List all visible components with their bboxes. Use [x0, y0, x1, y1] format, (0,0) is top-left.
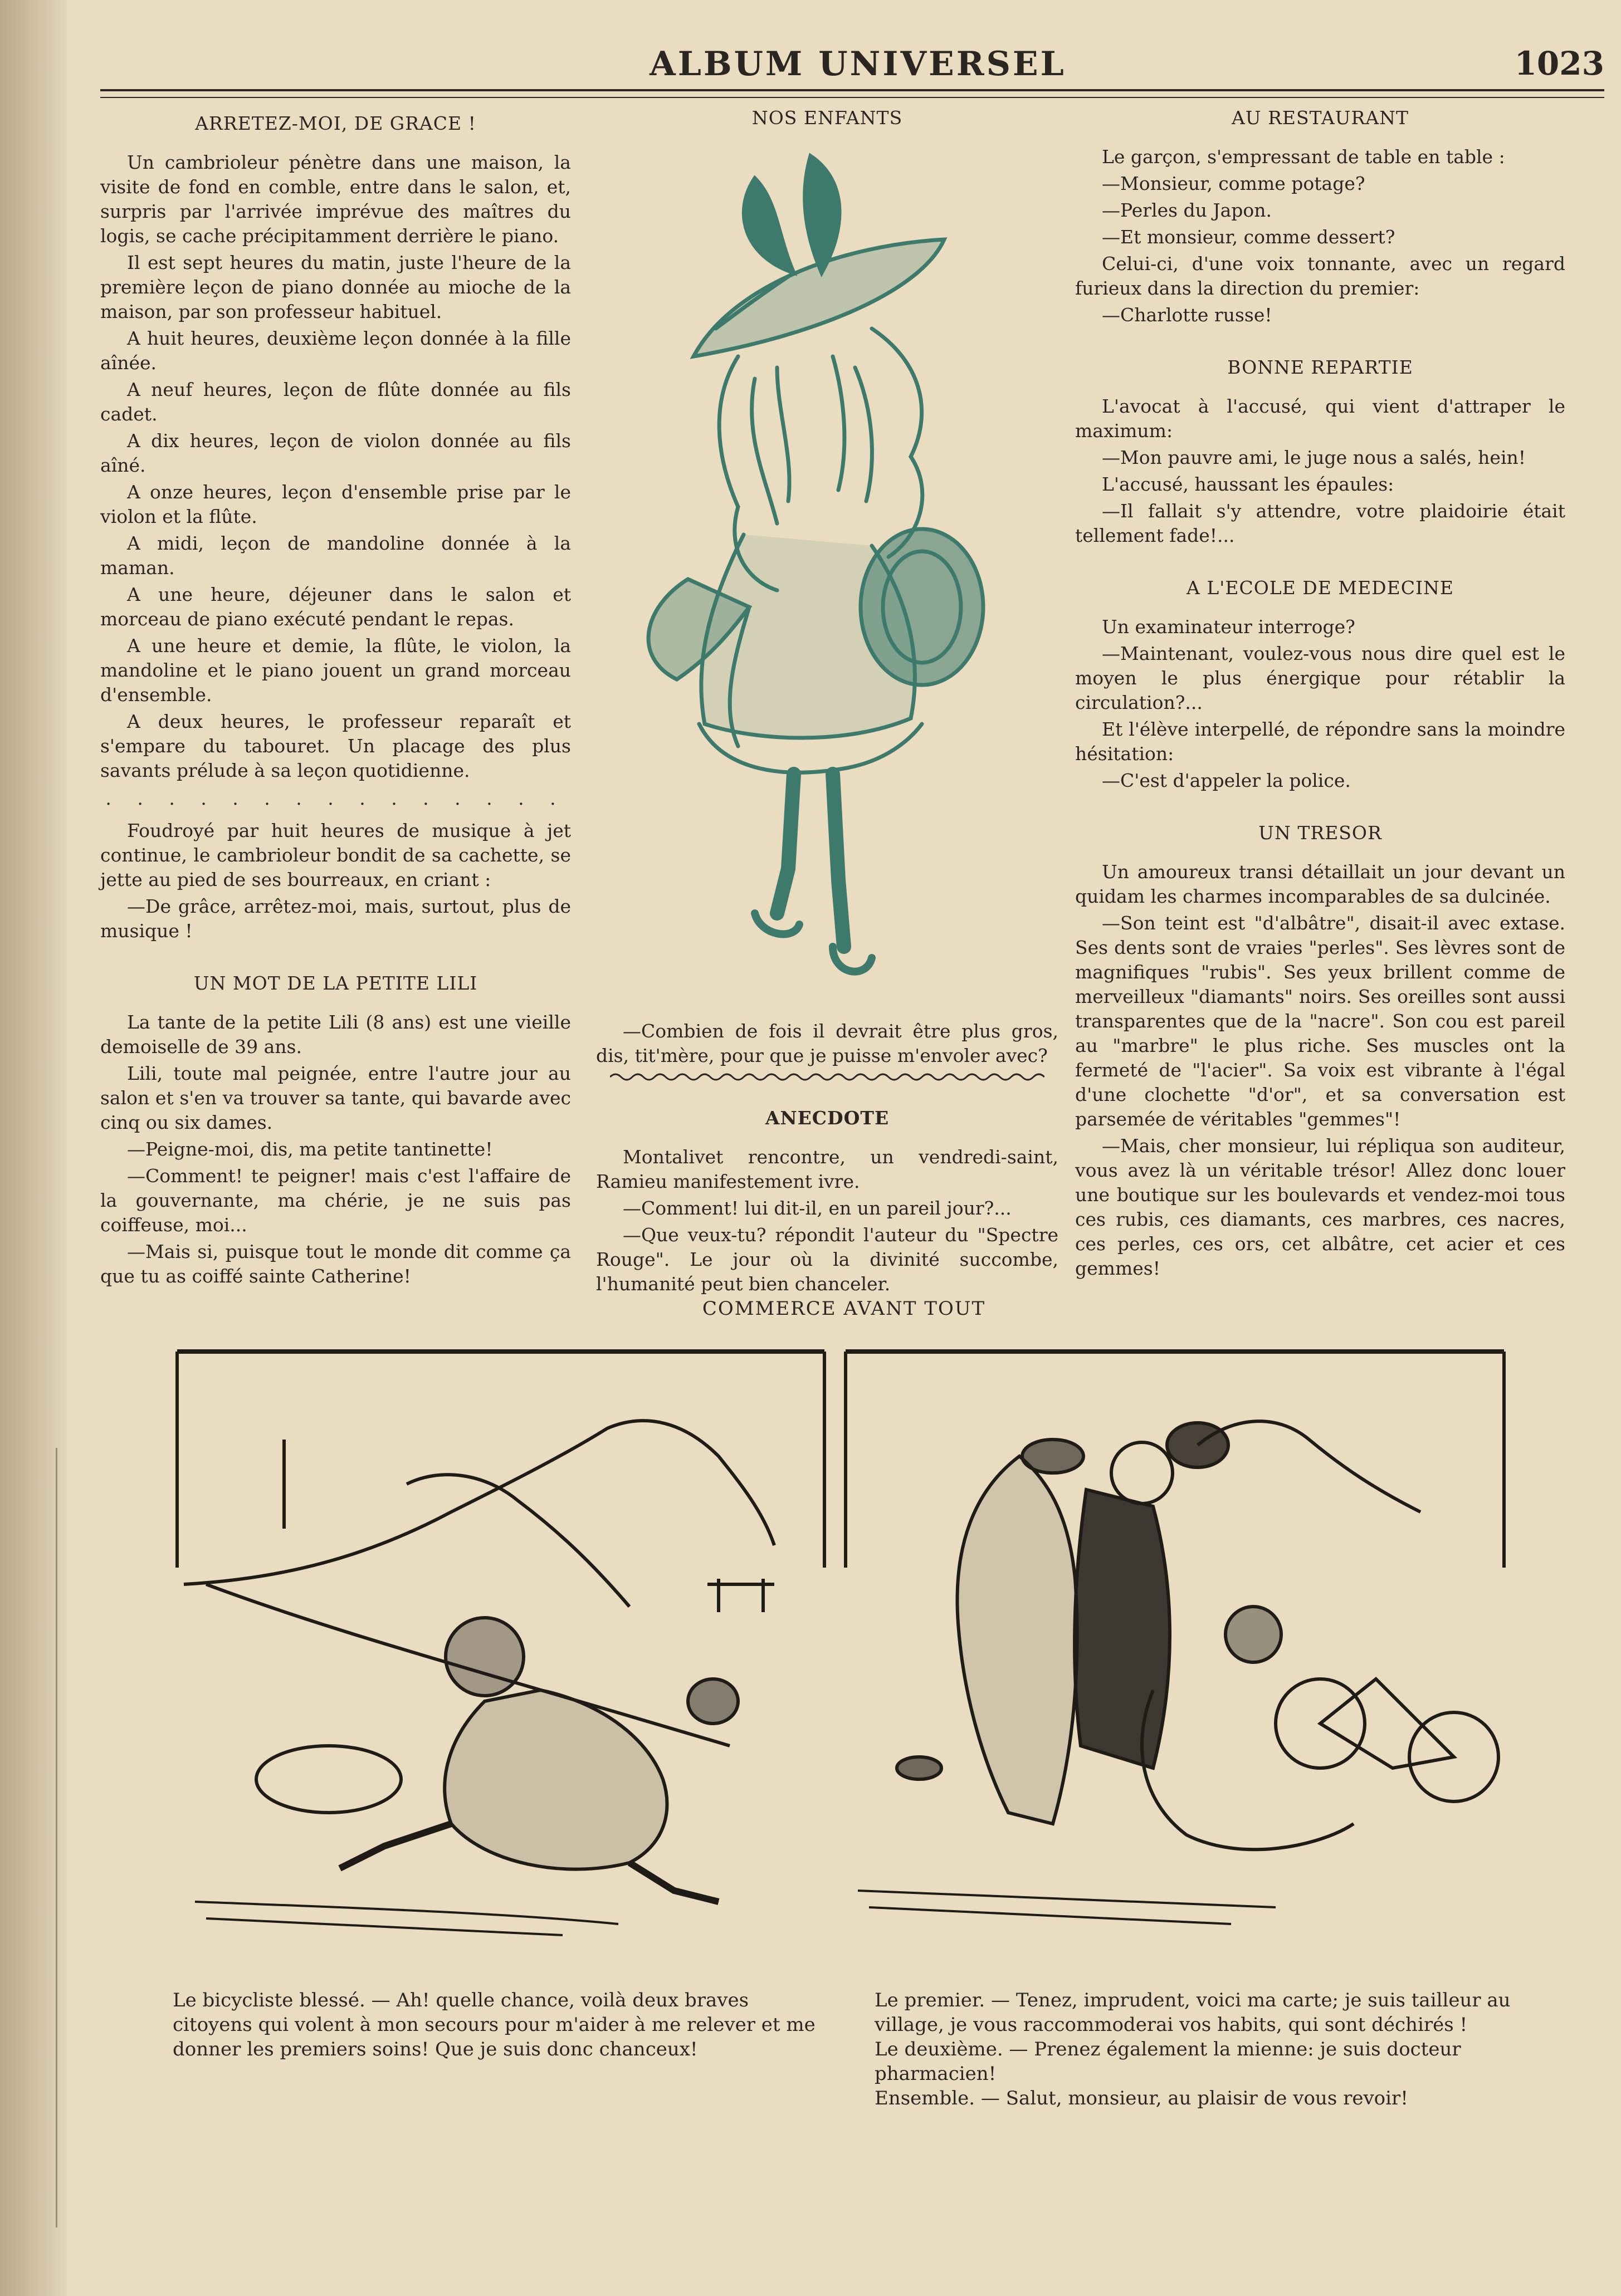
paragraph: Un amoureux transi détaillait un jour devant un quidam les charmes incomparables de sa dulcinée. — [1075, 861, 1565, 907]
article-title: NOS ENFANTS — [751, 107, 903, 129]
right-column — [1075, 106, 1565, 1283]
paragraph: —Maintenant, voulez-vous nous dire quel est le moyen le plus énergique pour rétablir la circulation?... — [1075, 643, 1565, 713]
paragraph: A dix heures, leçon de violon donnée au fils aîné. — [100, 430, 571, 476]
paragraph: Celui-ci, d'une voix tonnante, avec un regard furieux dans la direction du premier: — [1075, 253, 1565, 299]
paragraph: —Mais si, puisque tout le monde dit comme ça que tu as coiffé sainte Catherine! — [100, 1241, 571, 1287]
caption-text: Le bicycliste blessé. — Ah! quelle chance, voilà deux braves citoyens qui volent à mon secours pour m'aider à me relever et me donner les premiers soins! Que je suis donc chanceux! — [173, 1989, 816, 2060]
paragraph: —Perles du Japon. — [1102, 199, 1272, 221]
paragraph: —Son teint est "d'albâtre", disait-il avec extase. Ses dents sont de vraies "perles". Ses lèvres sont de magnifiques "rubis". Ses yeux brillent comme de merveilleux "diamants" noirs. Ses oreilles sont aussi transparentes que de la "nacre". Son cou est pareil au "marbre" le plus riche. Ses muscles ont la fermeté de "l'acier". Sa voix est vibrante à l'égal d'une clochette "d'or", et sa conversation est parsemée de véritables "gemmes"! — [1075, 912, 1565, 1130]
article-title: BONNE REPARTIE — [1227, 356, 1413, 378]
paragraph: —Monsieur, comme potage? — [1102, 173, 1365, 194]
girl-with-muff-illustration — [610, 145, 1044, 1008]
paragraph: La tante de la petite Lili (8 ans) est une vieille demoiselle de 39 ans. — [100, 1011, 571, 1058]
article-body — [1075, 145, 1565, 327]
paragraph: —Il fallait s'y attendre, votre plaidoirie était tellement fade!... — [1075, 500, 1565, 546]
paragraph: —Comment! te peigner! mais c'est l'affaire de la gouvernante, ma chérie, je ne suis pas coiffeuse, moi... — [100, 1165, 571, 1236]
article-body — [100, 150, 571, 943]
comic-caption-left — [173, 1988, 830, 2062]
paragraph: —Et monsieur, comme dessert? — [1102, 226, 1395, 248]
ellipsis-divider: . . . . . . . . . . . . . . . — [105, 787, 566, 809]
wavy-divider — [610, 1070, 1044, 1084]
comic-panel-injured-cyclist — [173, 1345, 830, 1952]
paragraph: A huit heures, deuxième leçon donnée à la fille aînée. — [100, 327, 571, 374]
article-body — [1075, 860, 1565, 1281]
paragraph: A deux heures, le professeur reparaît et s'empare du tabouret. Un placage des plus savants prélude à sa leçon quotidienne. — [100, 711, 571, 781]
paragraph: A midi, leçon de mandoline donnée à la maman. — [100, 532, 571, 579]
caption-line: Le deuxième. — Prenez également la mienne: je suis docteur pharmacien! — [875, 2038, 1461, 2085]
paragraph: Et l'élève interpellé, de répondre sans la moindre hésitation: — [1075, 718, 1565, 765]
middle-column — [596, 106, 1058, 1299]
paragraph: L'avocat à l'accusé, qui vient d'attraper le maximum: — [1075, 395, 1565, 442]
comic-panel-two-citizens — [841, 1345, 1510, 1952]
article-title: UN TRESOR — [1258, 822, 1382, 844]
paragraph: Le garçon, s'empressant de table en table : — [1102, 146, 1505, 168]
paragraph: Montalivet rencontre, un vendredi-saint, Ramieu manifestement ivre. — [596, 1146, 1058, 1192]
comic-title: COMMERCE AVANT TOUT — [702, 1298, 986, 1320]
paragraph: L'accusé, haussant les épaules: — [1102, 473, 1394, 495]
gutter-fold — [56, 1448, 57, 2228]
masthead — [100, 45, 1615, 89]
paragraph: Un examinateur interroge? — [1102, 616, 1355, 638]
header-rule-thin — [100, 97, 1604, 98]
paragraph: —Charlotte russe! — [1102, 304, 1272, 326]
header-rule — [100, 89, 1604, 91]
paragraph: —Mon pauvre ami, le juge nous a salés, hein! — [1102, 447, 1526, 468]
article-body — [1075, 394, 1565, 548]
paragraph: —Comment! lui dit-il, en un pareil jour?... — [623, 1197, 1012, 1219]
article-body — [596, 1145, 1058, 1296]
paragraph: A onze heures, leçon d'ensemble prise par le violon et la flûte. — [100, 481, 571, 527]
page-number: 1023 — [1514, 45, 1604, 82]
paragraph: Un cambrioleur pénètre dans une maison, la visite de fond en comble, entre dans le salon, et, surpris par l'arrivée imprévue des maîtres du logis, se cache précipitamment derrière le piano. — [100, 151, 571, 247]
article-title: UN MOT DE LA PETITE LILI — [193, 972, 478, 994]
paragraph: A une heure, déjeuner dans le salon et morceau de piano exécuté pendant le repas. — [100, 584, 571, 630]
publication-title: ALBUM UNIVERSEL — [650, 45, 1066, 84]
comic-caption-right — [875, 1988, 1543, 2111]
article-title: AU RESTAURANT — [1231, 107, 1409, 129]
paragraph: —C'est d'appeler la police. — [1102, 770, 1351, 791]
article-title: ARRETEZ-MOI, DE GRACE ! — [195, 112, 476, 134]
paragraph: Il est sept heures du matin, juste l'heure de la première leçon de piano donnée au mioche de la maison, par son professeur habituel. — [100, 252, 571, 322]
article-body — [1075, 615, 1565, 793]
caption-line: Le premier. — Tenez, imprudent, voici ma carte; je suis tailleur au village, je vous raccommoderai vos habits, qui sont déchirés ! — [875, 1989, 1511, 2036]
paragraph: —Que veux-tu? répondit l'auteur du "Spectre Rouge". Le jour où la divinité succombe, l'humanité peut bien chanceler. — [596, 1224, 1058, 1295]
article-title: ANECDOTE — [765, 1107, 890, 1129]
paragraph: Foudroyé par huit heures de musique à jet continue, le cambrioleur bondit de sa cachette, se jette au pied de ses bourreaux, en criant : — [100, 820, 571, 890]
paragraph: —Peigne-moi, dis, ma petite tantinette! — [127, 1138, 493, 1160]
paragraph: A neuf heures, leçon de flûte donnée au fils cadet. — [100, 379, 571, 425]
left-column — [100, 111, 571, 1291]
caption-line: Ensemble. — Salut, monsieur, au plaisir de vous revoir! — [875, 2087, 1408, 2109]
paragraph: —Mais, cher monsieur, lui répliqua son auditeur, vous avez là un véritable trésor! Allez donc louer une boutique sur les boulevards et vendez-moi tous ces rubis, ces diamants, ces marbres, ces nacres, ces perles, ces ors, cet albâtre, cet acier et ces gemmes! — [1075, 1135, 1565, 1279]
citizens-and-cyclist-drawing — [841, 1345, 1510, 1952]
paragraph: —De grâce, arrêtez-moi, mais, surtout, plus de musique ! — [100, 895, 571, 942]
illustration-caption: —Combien de fois il devrait être plus gros, dis, tit'mère, pour que je puisse m'envoler avec? — [596, 1020, 1058, 1066]
newspaper-page — [67, 0, 1621, 2296]
article-body — [100, 1010, 571, 1289]
paragraph: A une heure et demie, la flûte, le violon, la mandoline et le piano jouent un grand morceau d'ensemble. — [100, 635, 571, 706]
article-title: A L'ECOLE DE MEDECINE — [1187, 577, 1454, 599]
cyclist-fallen-drawing — [173, 1345, 830, 1952]
paragraph: Lili, toute mal peignée, entre l'autre jour au salon et s'en va trouver sa tante, qui bavarde avec cinq ou six dames. — [100, 1063, 571, 1133]
